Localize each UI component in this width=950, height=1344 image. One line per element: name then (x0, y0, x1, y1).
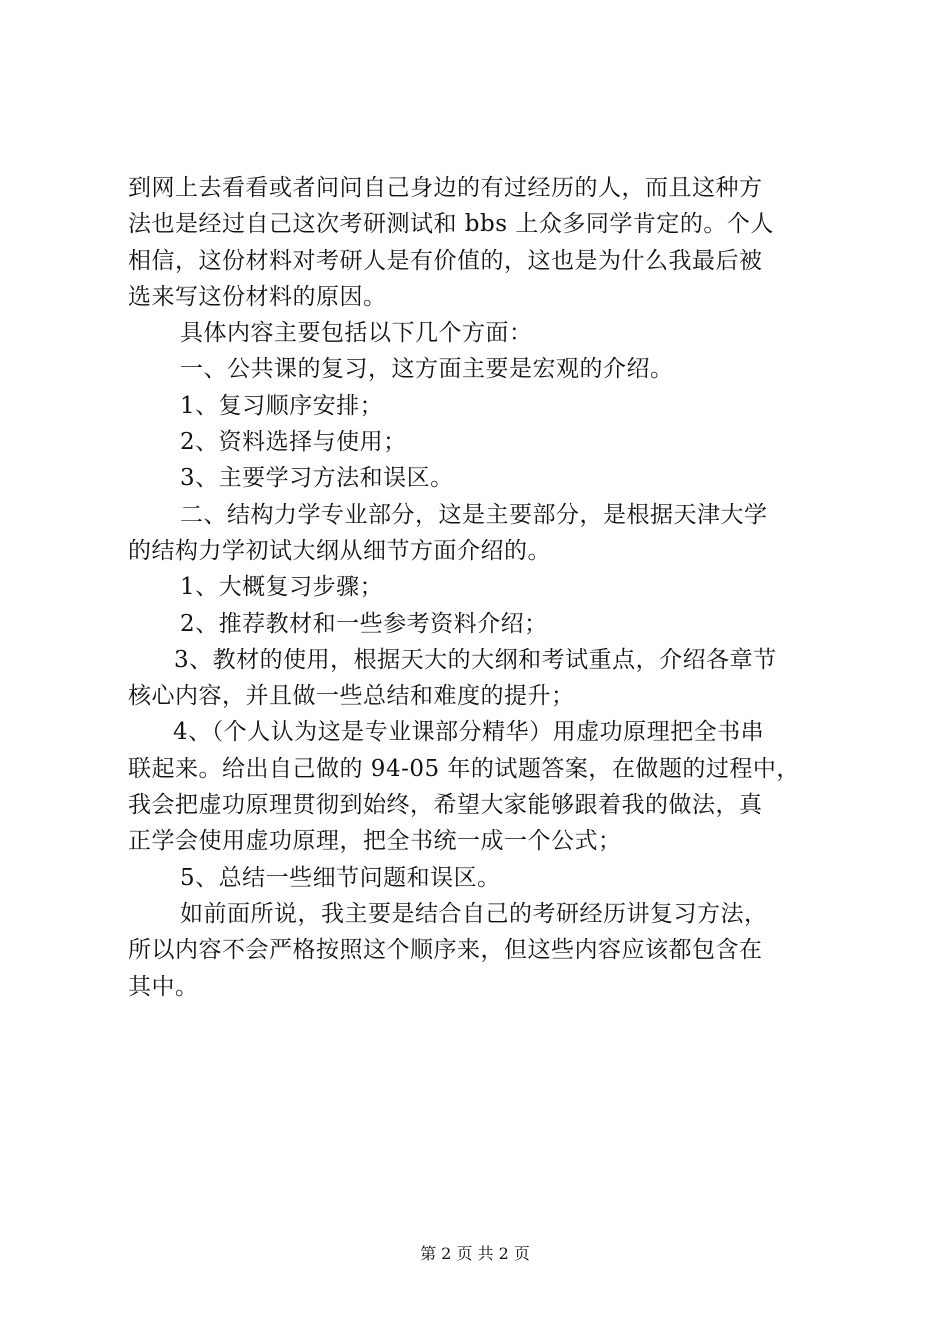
list-item: 1、大概复习步骤； (180, 574, 384, 601)
closing-paragraph: 如前面所说，我主要是结合自己的考研经历讲复习方法， (180, 900, 768, 927)
page-footer (0, 1243, 950, 1265)
body-line: 其中。 (128, 973, 199, 1000)
body-line: 选来写这份材料的原因。 (128, 283, 387, 310)
list-item: 2、资料选择与使用； (180, 429, 407, 456)
body-line: 相信，这份材料对考研人是有价值的，这也是为什么我最后被 (128, 247, 763, 274)
body-line: 联起来。给出自己做的 94-05 年的试题答案，在做题的过程中， (128, 755, 800, 782)
body-line: 我会把虚功原理贯彻到始终，希望大家能够跟着我的做法，真 (128, 792, 763, 819)
page-number: 第 2 页 共 2 页 (420, 1244, 530, 1263)
list-item: 5、总结一些细节问题和误区。 (180, 864, 501, 891)
body-line: 法也是经过自己这次考研测试和 bbs 上众多同学肯定的。个人 (128, 211, 774, 238)
list-item: 4、（个人认为这是专业课部分精华）用虚功原理把全书串 (173, 719, 765, 746)
list-item: 3、教材的使用，根据天大的大纲和考试重点，介绍各章节 (174, 646, 777, 673)
document-body (128, 170, 838, 1005)
body-line: 所以内容不会严格按照这个顺序来，但这些内容应该都包含在 (128, 937, 763, 964)
section-intro: 具体内容主要包括以下几个方面： (180, 320, 533, 347)
body-line: 的结构力学初试大纲从细节方面介绍的。 (128, 537, 551, 564)
body-line: 核心内容，并且做一些总结和难度的提升； (128, 683, 575, 710)
list-item: 3、主要学习方法和误区。 (180, 465, 454, 492)
body-line: 正学会使用虚功原理，把全书统一成一个公式； (128, 828, 622, 855)
section-heading-2: 二、结构力学专业部分，这是主要部分，是根据天津大学 (180, 501, 768, 528)
body-line: 到网上去看看或者问问自己身边的有过经历的人，而且这种方 (128, 175, 763, 201)
list-item: 1、复习顺序安排； (180, 392, 384, 419)
list-item: 2、推荐教材和一些参考资料介绍； (180, 610, 548, 637)
section-heading-1: 一、公共课的复习，这方面主要是宏观的介绍。 (180, 356, 674, 383)
